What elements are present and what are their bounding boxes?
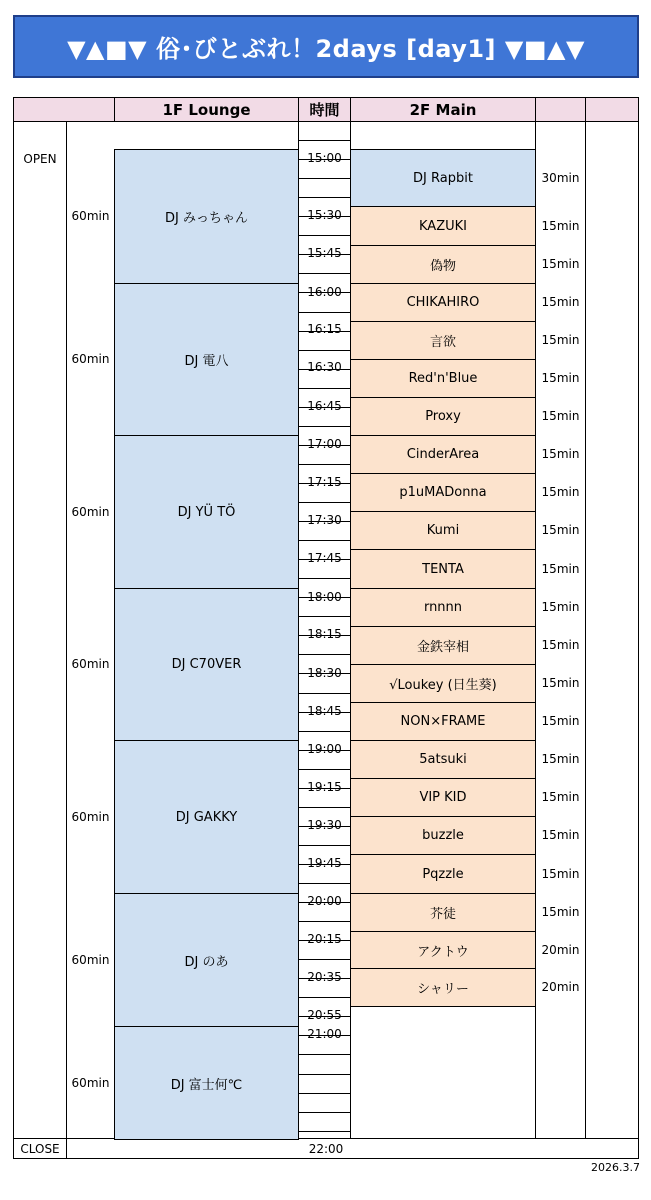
time-label: 16:45	[307, 398, 342, 413]
main-duration: 15min	[541, 295, 580, 309]
header-blank-b	[585, 97, 639, 122]
time-label: 18:15	[307, 626, 342, 641]
open-label: OPEN	[23, 152, 57, 166]
close-time: 22:00	[308, 1141, 344, 1156]
main-duration: 15min	[541, 752, 580, 766]
lounge-duration: 60min	[71, 809, 110, 824]
time-row-divider	[298, 654, 351, 655]
lounge-duration: 60min	[71, 1075, 110, 1090]
main-duration: 15min	[541, 600, 580, 614]
time-label: 16:30	[307, 359, 342, 374]
main-duration: 15min	[541, 866, 580, 881]
header-lounge: 1F Lounge	[114, 97, 299, 122]
main-slot: 芥徒	[350, 893, 536, 932]
main-duration: 15min	[541, 218, 580, 233]
time-label: 15:00	[307, 150, 342, 165]
main-slot: 5atsuki	[350, 740, 536, 779]
lounge-slot: DJ 電八	[114, 283, 299, 436]
main-duration: 15min	[541, 485, 580, 499]
time-label: 19:30	[307, 817, 342, 832]
time-label: 18:30	[307, 665, 342, 680]
lounge-slot: DJ 富士何℃	[114, 1026, 299, 1140]
main-duration: 15min	[541, 447, 580, 461]
main-duration: 15min	[541, 638, 580, 652]
time-label: 20:35	[307, 969, 342, 984]
time-row-divider	[298, 1093, 351, 1094]
main-slot: TENTA	[350, 549, 536, 589]
main-slot: Proxy	[350, 397, 536, 436]
time-row-divider	[298, 540, 351, 541]
main-slot: アクトウ	[350, 931, 536, 969]
time-row-divider	[298, 350, 351, 351]
header-time: 時間	[298, 97, 351, 122]
lounge-duration: 60min	[71, 657, 110, 671]
main-duration: 20min	[541, 980, 580, 994]
time-row-divider	[298, 578, 351, 579]
main-duration: 15min	[541, 523, 580, 537]
lounge-duration: 60min	[71, 504, 110, 519]
time-row-divider	[298, 807, 351, 808]
main-duration: 15min	[541, 371, 580, 385]
time-label: 17:15	[307, 474, 342, 489]
time-row-divider	[298, 1074, 351, 1075]
main-slot: CHIKAHIRO	[350, 283, 536, 322]
time-row-divider	[298, 502, 351, 503]
lounge-slot: DJ C70VER	[114, 588, 299, 741]
time-label: 18:45	[307, 703, 342, 718]
time-row-divider	[298, 1054, 351, 1055]
time-row-divider	[298, 388, 351, 389]
time-label: 16:15	[307, 321, 342, 336]
time-label: 18:00	[307, 589, 342, 604]
header-blank-left	[13, 97, 115, 122]
time-row-divider	[298, 273, 351, 274]
main-slot: buzzle	[350, 816, 536, 855]
main-slot: rnnnn	[350, 588, 536, 627]
header-main: 2F Main	[350, 97, 536, 122]
main-duration: 15min	[541, 409, 580, 423]
time-label: 20:55	[307, 1007, 342, 1022]
lounge-slot: DJ のあ	[114, 893, 299, 1027]
main-slot: Kumi	[350, 511, 536, 550]
main-slot: Red'n'Blue	[350, 359, 536, 398]
main-slot: KAZUKI	[350, 206, 536, 246]
time-row-divider	[298, 769, 351, 770]
time-row-divider	[298, 959, 351, 960]
time-label: 17:30	[307, 512, 342, 527]
time-row-divider	[298, 693, 351, 694]
main-slot: p1uMADonna	[350, 473, 536, 512]
time-label: 17:45	[307, 550, 342, 565]
time-label: 19:15	[307, 779, 342, 794]
main-slot: Pqzzle	[350, 854, 536, 894]
main-slot: DJ Rapbit	[350, 149, 536, 207]
main-slot: 金鉄宰相	[350, 626, 536, 665]
close-label: CLOSE	[20, 1141, 60, 1156]
time-row-divider	[298, 464, 351, 465]
time-label: 15:45	[307, 245, 342, 260]
time-row-divider	[298, 1131, 351, 1132]
col-divider	[585, 121, 586, 1139]
time-row-divider	[298, 197, 351, 198]
time-row-divider	[298, 235, 351, 236]
main-duration: 15min	[541, 333, 580, 347]
time-row-divider	[298, 731, 351, 732]
title-banner	[13, 15, 639, 78]
lounge-duration: 60min	[71, 352, 110, 366]
time-row-divider	[298, 845, 351, 846]
time-label: 16:00	[307, 284, 342, 299]
time-label: 19:00	[307, 741, 342, 756]
lounge-duration: 60min	[71, 952, 110, 967]
time-row-divider	[298, 997, 351, 998]
main-slot: VIP KID	[350, 778, 536, 817]
time-label: 20:15	[307, 931, 342, 946]
main-slot: CinderArea	[350, 435, 536, 474]
main-duration: 15min	[541, 676, 580, 690]
date-stamp: 2026.3.7	[591, 1160, 640, 1174]
time-row-divider	[298, 426, 351, 427]
main-duration: 15min	[541, 828, 580, 842]
time-row-divider	[298, 1112, 351, 1113]
time-row-divider	[298, 312, 351, 313]
time-label: 17:00	[307, 436, 342, 451]
time-row-divider	[298, 883, 351, 884]
main-slot: 偽物	[350, 245, 536, 284]
main-duration: 30min	[541, 170, 580, 185]
main-duration: 15min	[541, 714, 580, 728]
main-slot: √Loukey (日生葵)	[350, 664, 536, 703]
time-row-divider	[298, 921, 351, 922]
time-label: 20:00	[307, 893, 342, 908]
time-label: 21:00	[307, 1026, 342, 1041]
lounge-slot: DJ みっちゃん	[114, 149, 299, 284]
time-label: 19:45	[307, 855, 342, 870]
page-title: ▼▲■▼ 俗･びとぶれ！2days [day1] ▼■▲▼	[67, 35, 585, 63]
time-row-divider	[298, 178, 351, 179]
lounge-slot: DJ GAKKY	[114, 740, 299, 894]
main-duration: 15min	[541, 561, 580, 576]
main-duration: 15min	[541, 257, 580, 271]
main-duration: 20min	[541, 942, 580, 957]
main-duration: 15min	[541, 905, 580, 919]
time-label: 15:30	[307, 207, 342, 222]
main-slot: NON×FRAME	[350, 702, 536, 741]
main-duration: 15min	[541, 790, 580, 804]
main-slot: シャリー	[350, 968, 536, 1007]
main-slot: 言欲	[350, 321, 536, 360]
lounge-slot: DJ YÜ TÖ	[114, 435, 299, 589]
time-row-divider	[298, 616, 351, 617]
lounge-duration: 60min	[71, 209, 110, 223]
time-row-divider	[298, 140, 351, 141]
header-blank-a	[535, 97, 586, 122]
